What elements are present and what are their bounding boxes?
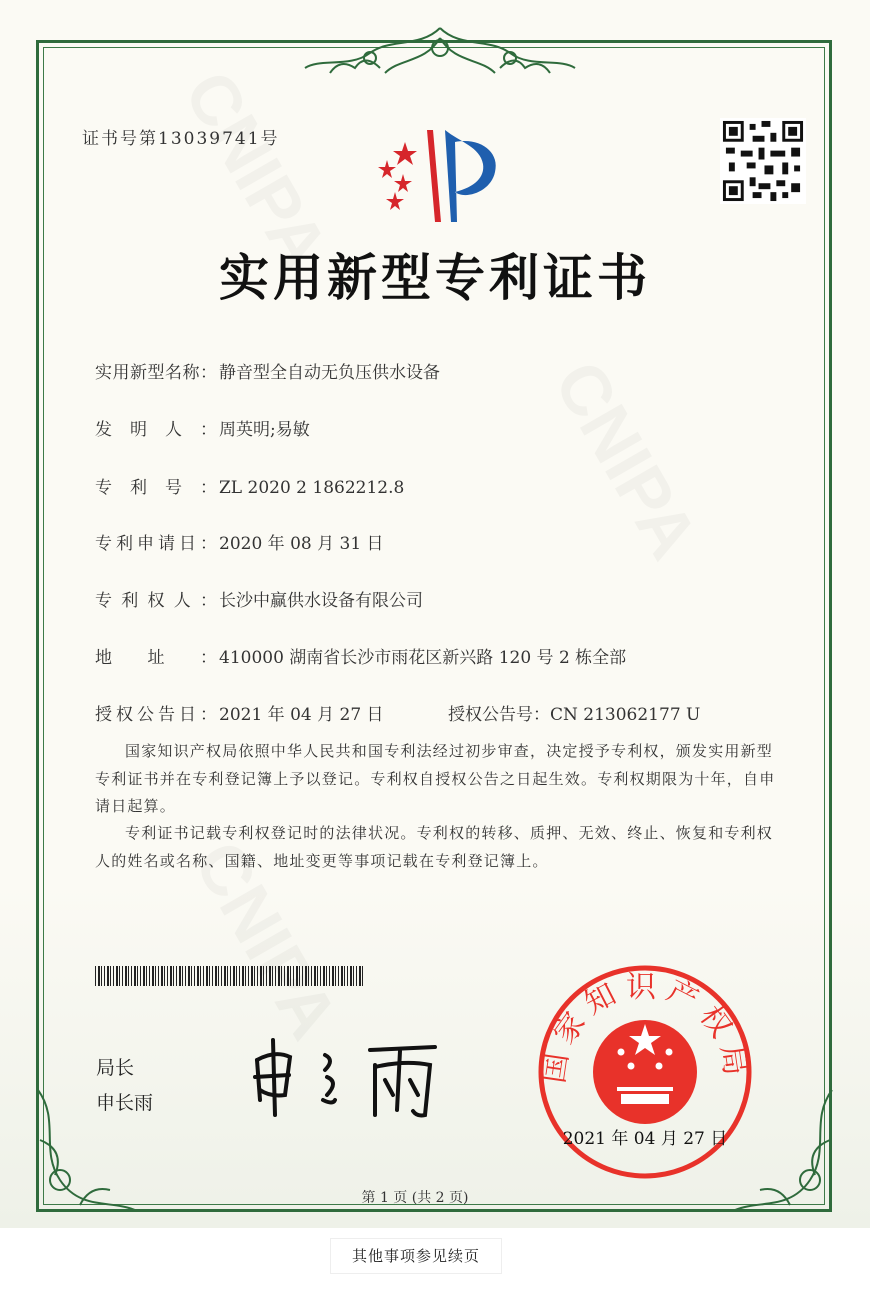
field-label: 实用新型名称：	[95, 363, 217, 383]
field-value: ZL 2020 2 1862212.8	[219, 478, 405, 498]
field-inventor	[95, 415, 310, 440]
field-announcement-number	[448, 700, 700, 725]
field-value: CN 213062177 U	[550, 705, 701, 725]
top-ornament-icon	[300, 18, 580, 88]
field-value: 2021 年 04 月 27 日	[219, 705, 384, 725]
qr-code	[720, 118, 806, 204]
field-label: 专利号：	[95, 478, 217, 498]
field-patentee	[95, 586, 423, 611]
field-address	[95, 643, 626, 668]
signatory-name: 申长雨	[96, 1092, 154, 1114]
field-utility-model-name	[95, 358, 440, 383]
seal-date: 2021 年 04 月 27 日	[562, 1129, 728, 1149]
field-value: 2020 年 08 月 31 日	[219, 534, 384, 554]
certificate-paragraph: 专利证书记载专利权登记时的法律状况。专利权的转移、质押、无效、终止、恢复和专利权人的姓名或名称、国籍、地址变更等事项记载在专利登记簿上。	[95, 824, 774, 870]
barcode	[95, 966, 365, 986]
field-application-date	[95, 529, 384, 554]
certificate-paragraph: 国家知识产权局依照中华人民共和国专利法经过初步审查，决定授予专利权，颁发实用新型专利证书并在专利登记簿上予以登记。专利权自授权公告之日起生效。专利权期限为十年，自申请日起算。	[95, 742, 776, 815]
signatory-title: 局长	[96, 1057, 135, 1079]
field-value: 410000 湖南省长沙市雨花区新兴路 120 号 2 栋全部	[219, 648, 627, 668]
field-value: 周英明;易敏	[219, 420, 310, 440]
field-value: 长沙中赢供水设备有限公司	[219, 591, 423, 611]
official-seal	[535, 962, 755, 1182]
field-label: 专利申请日：	[95, 534, 217, 554]
field-label: 授权公告日：	[95, 705, 217, 725]
field-label: 授权公告号：	[448, 705, 550, 725]
footer-note: 其他事项参见续页	[330, 1238, 502, 1274]
field-label: 专利权人：	[95, 591, 217, 611]
qr-code-icon	[720, 118, 806, 204]
cnipa-logo-icon	[365, 122, 510, 227]
field-value: 静音型全自动无负压供水设备	[219, 363, 440, 383]
field-grant-date	[95, 700, 384, 725]
page-indicator: 第 1 页 (共 2 页)	[361, 1190, 469, 1206]
signature-icon	[245, 1035, 455, 1120]
field-label: 发明人：	[95, 420, 217, 440]
svg-text:国家知识产权局: 国家知识产权局	[536, 970, 754, 1086]
field-label: 地址：	[95, 648, 217, 668]
page-title: 实用新型专利证书	[219, 248, 651, 307]
field-patent-number	[95, 473, 404, 498]
certificate-number: 证书号第13039741号	[82, 129, 280, 149]
